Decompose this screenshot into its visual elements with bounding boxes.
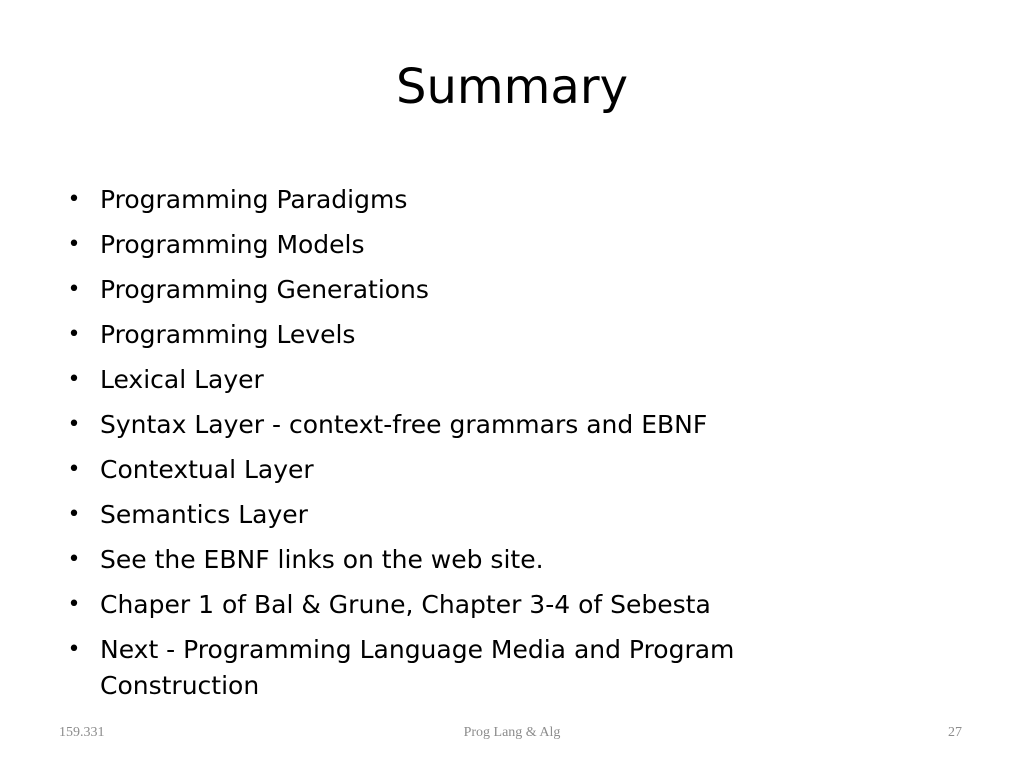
bullet-dot-icon: • [67, 187, 81, 212]
bullet-text: Syntax Layer - context-free grammars and EBNF [100, 410, 708, 439]
bullet-text: Programming Models [100, 230, 365, 259]
bullet-item [67, 452, 900, 488]
bullet-text: Programming Generations [100, 275, 429, 304]
footer-course-code: 159.331 [59, 725, 105, 740]
bullet-item [67, 587, 900, 623]
bullet-text: Semantics Layer [100, 500, 308, 529]
bullet-item [67, 317, 900, 353]
bullet-dot-icon: • [67, 502, 81, 527]
bullet-item [67, 407, 900, 443]
bullet-item [67, 272, 900, 308]
bullet-dot-icon: • [67, 457, 81, 482]
bullet-dot-icon: • [67, 592, 81, 617]
bullet-item [67, 182, 900, 218]
bullet-dot-icon: • [67, 367, 81, 392]
bullet-text: Programming Paradigms [100, 185, 408, 214]
bullet-dot-icon: • [67, 412, 81, 437]
footer-slide-number: 27 [948, 725, 962, 740]
bullet-text: Chaper 1 of Bal & Grune, Chapter 3-4 of Sebesta [100, 590, 711, 619]
slide-title: Summary [396, 59, 628, 115]
bullet-text: Contextual Layer [100, 455, 314, 484]
bullet-list [67, 182, 900, 713]
bullet-item [67, 542, 900, 578]
bullet-item [67, 632, 900, 704]
bullet-dot-icon: • [67, 637, 81, 662]
bullet-item [67, 497, 900, 533]
bullet-dot-icon: • [67, 322, 81, 347]
bullet-text: Next - Programming Language Media and Program Construction [100, 635, 735, 700]
bullet-text: See the EBNF links on the web site. [100, 545, 544, 574]
bullet-text: Lexical Layer [100, 365, 264, 394]
bullet-dot-icon: • [67, 277, 81, 302]
bullet-text: Programming Levels [100, 320, 356, 349]
bullet-item [67, 362, 900, 398]
bullet-dot-icon: • [67, 232, 81, 257]
bullet-dot-icon: • [67, 547, 81, 572]
footer-course-title: Prog Lang & Alg [463, 725, 561, 740]
bullet-item [67, 227, 900, 263]
